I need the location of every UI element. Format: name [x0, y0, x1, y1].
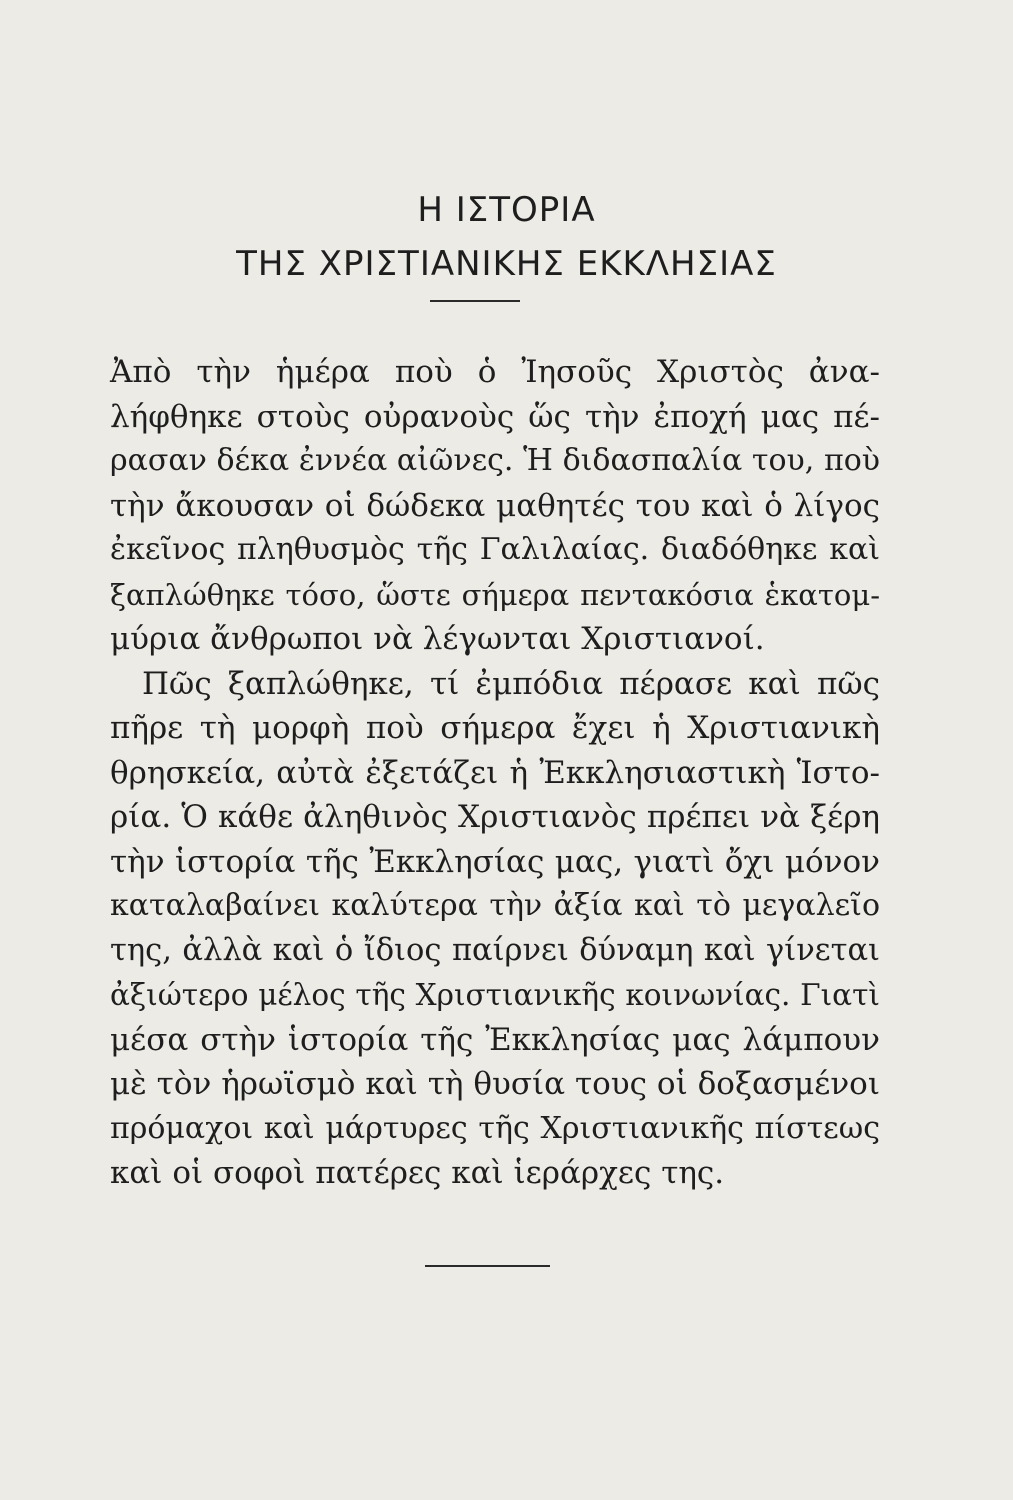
text-line: Πῶς ξαπλώθηκε, τί ἐμπόδια πέρασε καὶ πῶς: [142, 665, 880, 702]
text-line: Ἀπὸ τὴν ἡμέρα ποὺ ὁ Ἰησοῦς Χριστὸς ἀνα-: [110, 354, 880, 390]
page-title-line-2: ΤΗΣ ΧΡΙΣΤΙΑΝΙΚΗΣ ΕΚΚΛΗΣΙΑΣ: [236, 244, 777, 284]
body-text: [110, 350, 880, 1196]
text-line: τὴν ἄκουσαν οἱ δώδεκα μαθητές του καὶ ὁ λίγος: [110, 487, 880, 524]
title-divider: [430, 300, 520, 302]
text-line: πρόμαχοι καὶ μάρτυρες τῆς Χριστιανικῆς πίστεως: [110, 1110, 880, 1146]
text-line: καταλαβαίνει καλύτερα τὴν ἀξία καὶ τὸ μεγαλεῖο: [110, 888, 880, 923]
text-line: θρησκεία, αὐτὰ ἐξετάζει ἡ Ἐκκλησιαστικὴ Ἱστο-: [110, 754, 880, 791]
page-title-line-1: Η ΙΣΤΟΡΙΑ: [417, 190, 596, 230]
text-line: της, ἀλλὰ καὶ ὁ ἴδιος παίρνει δύναμη καὶ γίνεται: [110, 932, 880, 968]
text-line: ρασαν δέκα ἐννέα αἰῶνες. Ἡ διδασπαλία του, ποὺ: [110, 443, 880, 478]
paragraph-1: [110, 350, 880, 662]
text-line: μὲ τὸν ἡρωϊσμὸ καὶ τὴ θυσία τους οἱ δοξασμένοι: [110, 1066, 880, 1102]
text-line: μύρια ἄνθρωποι νὰ λέγωνται Χριστιανοί.: [110, 621, 765, 657]
text-line: ρία. Ὁ κάθε ἀληθινὸς Χριστιανὸς πρέπει νὰ ξέρη: [110, 799, 880, 835]
text-line: πῆρε τὴ μορφὴ ποὺ σήμερα ἔχει ἡ Χριστιανικὴ: [110, 710, 880, 746]
text-line: ἐκεῖνος πληθυσμὸς τῆς Γαλιλαίας. διαδόθηκε καὶ: [110, 532, 880, 567]
paragraph-2: [110, 662, 880, 1196]
text-line: ἀξιώτερο μέλος τῆς Χριστιανικῆς κοινωνίας. Γιατὶ: [110, 978, 880, 1012]
text-line: μέσα στὴν ἱστορία τῆς Ἐκκλησίας μας λάμπουν: [110, 1021, 880, 1058]
text-line: λήφθηκε στοὺς οὐρανοὺς ὥς τὴν ἐποχή μας πέ-: [110, 398, 880, 435]
text-line: τὴν ἱστορία τῆς Ἐκκλησίας μας, γιατὶ ὄχι μόνον: [110, 843, 880, 880]
end-divider: [425, 1265, 550, 1267]
text-line: καὶ οἱ σοφοὶ πατέρες καὶ ἱεράρχες της.: [110, 1155, 725, 1191]
text-line: ξαπλώθηκε τόσο, ὥστε σήμερα πεντακόσια ἑκατομ-: [110, 577, 880, 612]
